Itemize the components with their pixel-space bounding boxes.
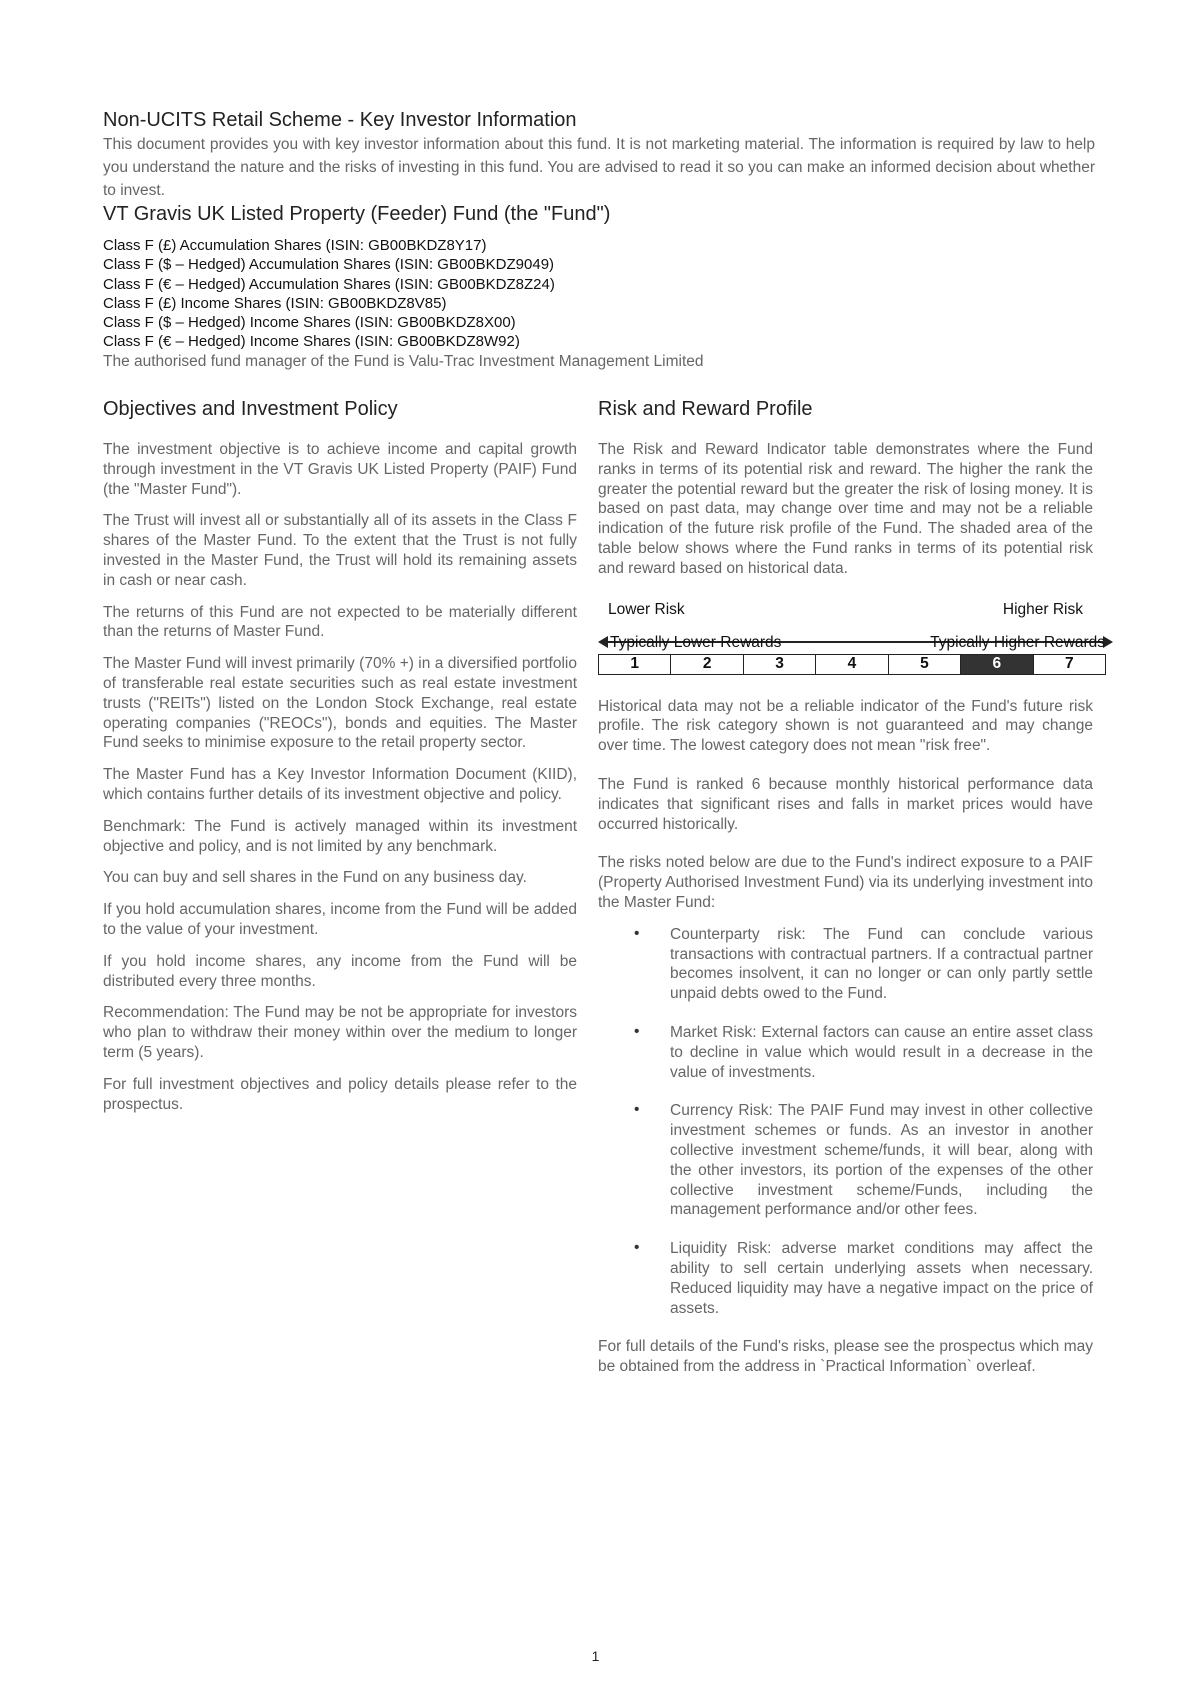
share-class-item: Class F ($ – Hedged) Income Shares (ISIN: GB00BKDZ8X00) — [103, 314, 516, 332]
risks-noted-paragraph: The risks noted below are due to the Fund's indirect exposure to a PAIF (Property Authorised Investment Fund) via its underlying investment into the Master Fund: — [598, 854, 1093, 911]
objectives-paragraph: The investment objective is to achieve income and capital growth through investment in the VT Gravis UK Listed Property (PAIF) Fund (the "Master Fund"). — [103, 441, 577, 498]
bullet-icon: • — [634, 1239, 640, 1257]
bullet-icon: • — [634, 924, 640, 942]
risk-heading: Risk and Reward Profile — [598, 398, 813, 420]
historical-data-paragraph: Historical data may not be a reliable indicator of the Fund's future risk profile. The risk category shown is not guaranteed and may change over time. The lowest category does not mean "risk free". — [598, 697, 1093, 755]
objectives-paragraph: If you hold income shares, any income from the Fund will be distributed every three months. — [103, 952, 577, 990]
risk-scale-cell: 3 — [743, 654, 815, 674]
risk-scale-cell: 7 — [1033, 654, 1105, 674]
objectives-paragraph: The Trust will invest all or substantially all of its assets in the Class F shares of the Master Fund. To the extent that the Trust is not fully invested in the Master Fund, the Trust will hold its remaining assets in cash or near cash. — [103, 512, 577, 589]
share-class-item: Class F (€ – Hedged) Accumulation Shares (ISIN: GB00BKDZ8Z24) — [103, 275, 555, 293]
risk-bullet-list — [598, 925, 1093, 1319]
bullet-icon: • — [634, 1101, 640, 1119]
risk-bullet-text: Currency Risk: The PAIF Fund may invest in other collective investment schemes or funds. As an investor in another collective investment scheme/funds, it will bear, along with the other investors, its portion of the expenses of the other collective investment scheme/Funds, including the management performance and/or other fees. — [670, 1102, 1093, 1219]
risk-bullet-text: Liquidity Risk: adverse market conditions may affect the ability to sell certain underlying assets when necessary. Reduced liquidity may have a negative impact on the price of assets. — [670, 1240, 1093, 1317]
risk-range-labels — [608, 601, 1083, 619]
objectives-paragraph: For full investment objectives and policy details please refer to the prospectus. — [103, 1075, 577, 1113]
full-details-paragraph: For full details of the Fund's risks, please see the prospectus which may be obtained from the address in `Practical Information` overleaf. — [598, 1338, 1093, 1376]
higher-risk-label: Higher Risk — [1002, 600, 1083, 618]
objectives-paragraph: Benchmark: The Fund is actively managed within its investment objective and policy, and is not limited by any benchmark. — [103, 817, 577, 855]
risk-scale-cell: 5 — [888, 654, 960, 674]
objectives-paragraph: If you hold accumulation shares, income from the Fund will be added to the value of your investment. — [103, 901, 577, 938]
risk-scale-table — [598, 654, 1106, 675]
document-title: Non-UCITS Retail Scheme - Key Investor Information — [103, 109, 577, 131]
share-class-item: Class F (£) Income Shares (ISIN: GB00BKDZ8V85) — [103, 294, 447, 312]
risk-reward-indicator — [598, 634, 1113, 675]
objectives-paragraph: You can buy and sell shares in the Fund on any business day. — [103, 869, 527, 887]
higher-rewards-label: Typically Higher Rewards — [930, 633, 1105, 651]
objectives-heading: Objectives and Investment Policy — [103, 398, 398, 420]
ranking-paragraph: The Fund is ranked 6 because monthly historical performance data indicates that significant rises and falls in market prices would have occurred historically. — [598, 775, 1093, 833]
risk-bullet-item — [598, 1023, 1093, 1082]
risk-bullet-text: Counterparty risk: The Fund can conclude various transactions with contractual partners. If a contractual partner becomes insolvent, it can no longer or can only partly settle unpaid debts owed to the Fund. — [670, 925, 1093, 1003]
share-class-list — [103, 236, 555, 352]
bullet-icon: • — [634, 1022, 640, 1040]
risk-scale-cell: 6 — [961, 654, 1033, 674]
risk-scale-cell: 2 — [671, 654, 743, 674]
share-class-item: Class F (€ – Hedged) Income Shares (ISIN: GB00BKDZ8W92) — [103, 333, 520, 351]
objectives-section — [103, 398, 577, 1126]
risk-explanations — [598, 697, 1093, 1377]
risk-scale-row — [599, 654, 1106, 674]
objectives-paragraph: The Master Fund will invest primarily (70% +) in a diversified portfolio of transferable real estate securities such as real estate investment trusts ("REITs") listed on the London Stock Exchange, real estate operating companies ("REOCs"), bonds and equities. The Master Fund seeks to minimise exposure to the retail property sector. — [103, 655, 577, 752]
share-class-item: Class F (£) Accumulation Shares (ISIN: GB00BKDZ8Y17) — [103, 237, 487, 254]
risk-bullet-text: Market Risk: External factors can cause an entire asset class to decline in value which would result in a decrease in the value of investments. — [670, 1023, 1093, 1081]
arrow-left-icon — [598, 636, 608, 648]
objectives-paragraph: Recommendation: The Fund may be not be appropriate for investors who plan to withdraw their money within over the medium to longer term (5 years). — [103, 1004, 577, 1061]
objectives-paragraph: The returns of this Fund are not expected to be materially different than the returns of Master Fund. — [103, 603, 577, 641]
lower-rewards-label: Typically Lower Rewards — [610, 633, 782, 651]
risk-bullet-item — [598, 1239, 1093, 1318]
risk-scale-cell: 1 — [599, 654, 671, 674]
fund-manager-note: The authorised fund manager of the Fund is Valu-Trac Investment Management Limited — [103, 353, 704, 370]
intro-paragraph: This document provides you with key investor information about this fund. It is not marketing material. The information is required by law to help you understand the nature and the risks of investing in this fund. You are advised to read it so you can make an informed decision about whether to invest. — [103, 136, 1095, 199]
objectives-paragraph: The Master Fund has a Key Investor Information Document (KIID), which contains further details of its investment objective and policy. — [103, 766, 577, 803]
risk-intro-paragraph: The Risk and Reward Indicator table demonstrates where the Fund ranks in terms of its potential risk and reward. The higher the rank the greater the potential reward but the greater the risk of losing money. It is based on past data, may change over time and may not be a reliable indication of the future risk profile of the Fund. The shaded area of the table below shows where the Fund ranks in terms of its potential risk and reward based on historical data. — [598, 441, 1093, 577]
risk-section — [598, 398, 1105, 1389]
risk-bullet-item — [598, 1101, 1093, 1220]
reward-arrow — [598, 634, 1113, 654]
share-class-item: Class F ($ – Hedged) Accumulation Shares (ISIN: GB00BKDZ9049) — [103, 256, 555, 274]
fund-title: VT Gravis UK Listed Property (Feeder) Fund (the "Fund") — [103, 203, 611, 225]
risk-bullet-item — [598, 925, 1093, 1004]
page-number: 1 — [591, 1648, 600, 1664]
lower-risk-label: Lower Risk — [608, 600, 685, 618]
risk-scale-cell: 4 — [816, 654, 888, 674]
